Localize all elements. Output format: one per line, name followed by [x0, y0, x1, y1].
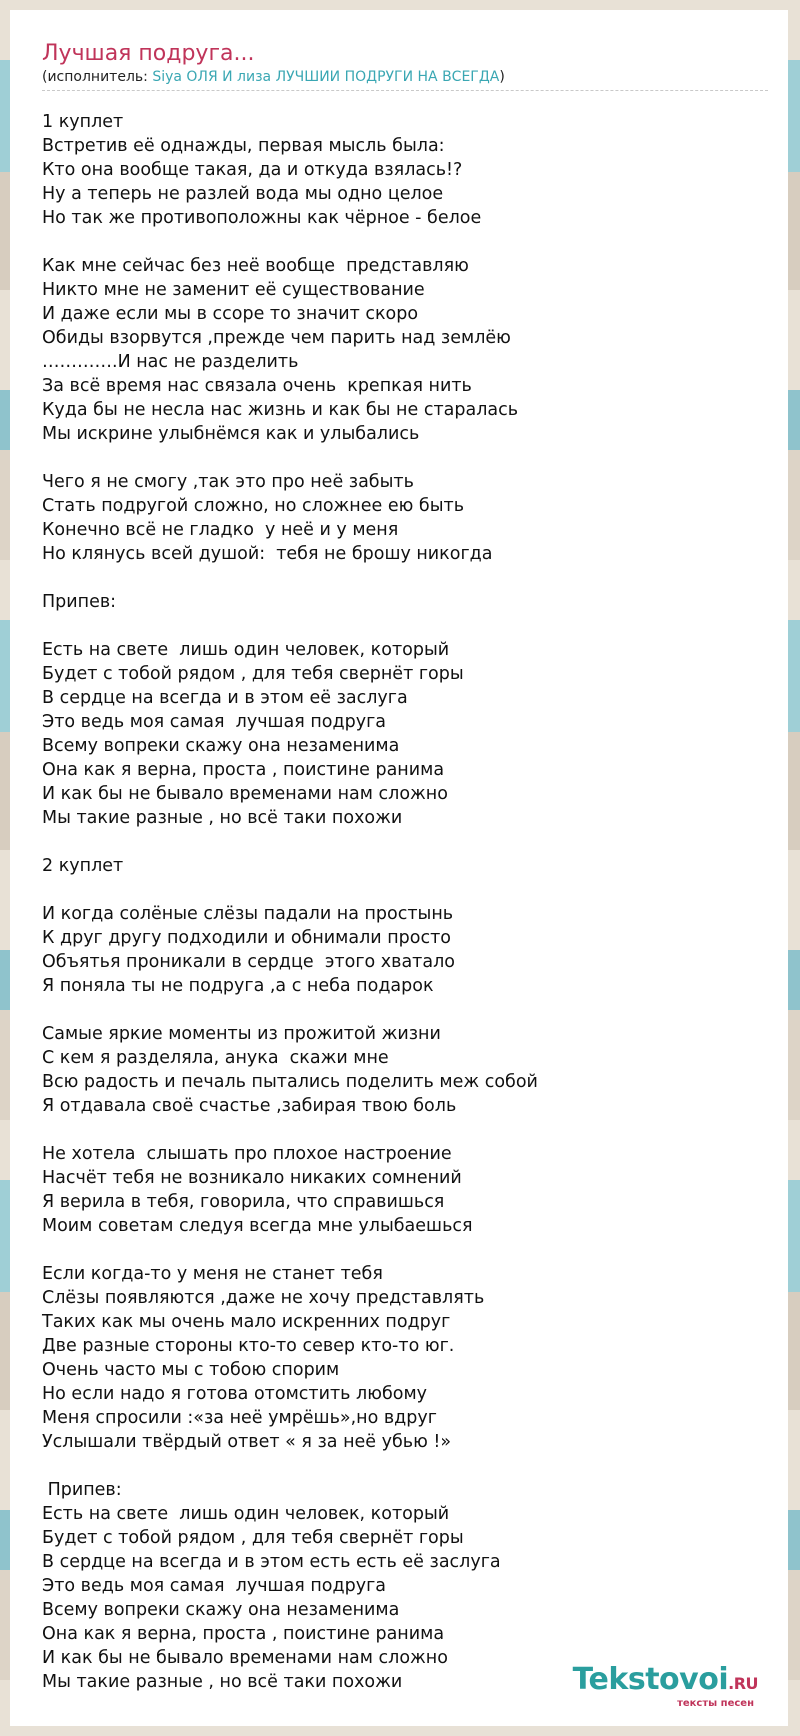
lyric-line: Стать подругой сложно, но сложнее ею быть: [42, 496, 465, 516]
lyric-line: В сердце на всегда и в этом её заслуга: [42, 688, 408, 708]
logo-tagline: тексты песен: [677, 1698, 754, 1709]
performer-prefix: (исполнитель:: [42, 69, 153, 85]
lyric-line: ………….И нас не разделить: [42, 352, 299, 372]
logo-suffix: .RU: [728, 1674, 758, 1693]
lyric-line: Таких как мы очень мало искренних подруг: [42, 1312, 451, 1332]
lyric-line: Я поняла ты не подруга ,а с неба подарок: [42, 976, 434, 996]
performer-line: [42, 68, 768, 86]
lyric-line: 2 куплет: [42, 856, 124, 876]
lyric-line: Припев:: [42, 592, 117, 612]
lyric-line: За всё время нас связала очень крепкая нить: [42, 376, 472, 396]
lyric-line: Встретив её однажды, первая мысль была:: [42, 136, 445, 156]
lyric-line: Чего я не смогу ,так это про неё забыть: [42, 472, 414, 492]
site-logo[interactable]: [573, 1664, 758, 1710]
song-title: Лучшая подруга...: [42, 41, 255, 66]
lyric-line: Есть на свете лишь один человек, который: [42, 640, 450, 660]
lyric-line: Самые яркие моменты из прожитой жизни: [42, 1024, 441, 1044]
lyric-line: Как мне сейчас без неё вообще представляю: [42, 256, 469, 276]
lyric-line: Куда бы не несла нас жизнь и как бы не старалась: [42, 400, 519, 420]
lyric-line: Это ведь моя самая лучшая подруга: [42, 712, 387, 732]
lyric-line: Не хотела слышать про плохое настроение: [42, 1144, 452, 1164]
lyric-line: И как бы не бывало временами нам сложно: [42, 784, 448, 804]
lyric-line: Услышали твёрдый ответ « я за неё убью !»: [42, 1432, 452, 1452]
lyric-line: Она как я верна, проста , поистине ранима: [42, 760, 445, 780]
performer-link[interactable]: Siya ОЛЯ И лиза ЛУЧШИИ ПОДРУГИ НА ВСЕГДА: [152, 69, 500, 85]
lyric-line: Обиды взорвутся ,прежде чем парить над землёю: [42, 328, 511, 348]
lyric-line: Припев:: [42, 1480, 122, 1500]
lyric-line: Всему вопреки скажу она незаменима: [42, 736, 400, 756]
lyric-line: Но клянусь всей душой: тебя не брошу никогда: [42, 544, 493, 564]
lyric-line: Если когда-то у меня не станет тебя: [42, 1264, 383, 1284]
lyric-line: Всему вопреки скажу она незаменима: [42, 1600, 400, 1620]
lyric-line: К друг другу подходили и обнимали просто: [42, 928, 451, 948]
page-paper: [10, 10, 788, 1726]
lyric-line: Меня спросили :«за неё умрёшь»,но вдруг: [42, 1408, 437, 1428]
lyric-line: Мы такие разные , но всё таки похожи: [42, 1672, 403, 1692]
logo-wordmark: [573, 1664, 758, 1700]
lyric-line: И как бы не бывало временами нам сложно: [42, 1648, 448, 1668]
lyric-line: Очень часто мы с тобою спорим: [42, 1360, 340, 1380]
lyric-line: Но если надо я готова отомстить любому: [42, 1384, 428, 1404]
lyric-line: Мы искрине улыбнёмся как и улыбались: [42, 424, 420, 444]
lyric-line: 1 куплет: [42, 112, 124, 132]
lyric-line: И когда солёные слёзы падали на простынь: [42, 904, 454, 924]
lyric-line: Объятья проникали в сердце этого хватало: [42, 952, 455, 972]
lyric-line: С кем я разделяла, анука скажи мне: [42, 1048, 389, 1068]
lyric-line: Будет с тобой рядом , для тебя свернёт горы: [42, 664, 464, 684]
lyric-line: И даже если мы в ссоре то значит скоро: [42, 304, 419, 324]
lyric-line: Всю радость и печаль пытались поделить меж собой: [42, 1072, 538, 1092]
lyric-line: Кто она вообще такая, да и откуда взялась!?: [42, 160, 463, 180]
lyric-line: Мы такие разные , но всё таки похожи: [42, 808, 403, 828]
lyric-line: Две разные стороны кто-то север кто-то юг.: [42, 1336, 455, 1356]
lyric-line: Я верила в тебя, говорила, что справишься: [42, 1192, 445, 1212]
performer-suffix: ): [499, 69, 505, 85]
lyric-line: Но так же противоположны как чёрное - белое: [42, 208, 482, 228]
lyric-line: Ну а теперь не разлей вода мы одно целое: [42, 184, 444, 204]
lyric-line: Конечно всё не гладко у неё и у меня: [42, 520, 399, 540]
lyric-line: Есть на свете лишь один человек, который: [42, 1504, 450, 1524]
lyric-line: Она как я верна, проста , поистине ранима: [42, 1624, 445, 1644]
lyric-line: Моим советам следуя всегда мне улыбаешься: [42, 1216, 473, 1236]
lyric-line: Слёзы появляются ,даже не хочу представлять: [42, 1288, 485, 1308]
lyric-line: В сердце на всегда и в этом есть есть её заслуга: [42, 1552, 501, 1572]
lyric-line: Насчёт тебя не возникало никаких сомнений: [42, 1168, 462, 1188]
lyric-line: Это ведь моя самая лучшая подруга: [42, 1576, 387, 1596]
lyrics-text: [42, 110, 772, 1694]
logo-main-text: Tekstovoi: [572, 1662, 729, 1697]
song-header: [42, 40, 768, 91]
lyric-line: Я отдавала своё счастье ,забирая твою боль: [42, 1096, 457, 1116]
lyric-line: Никто мне не заменит её существование: [42, 280, 425, 300]
lyric-line: Будет с тобой рядом , для тебя свернёт горы: [42, 1528, 464, 1548]
